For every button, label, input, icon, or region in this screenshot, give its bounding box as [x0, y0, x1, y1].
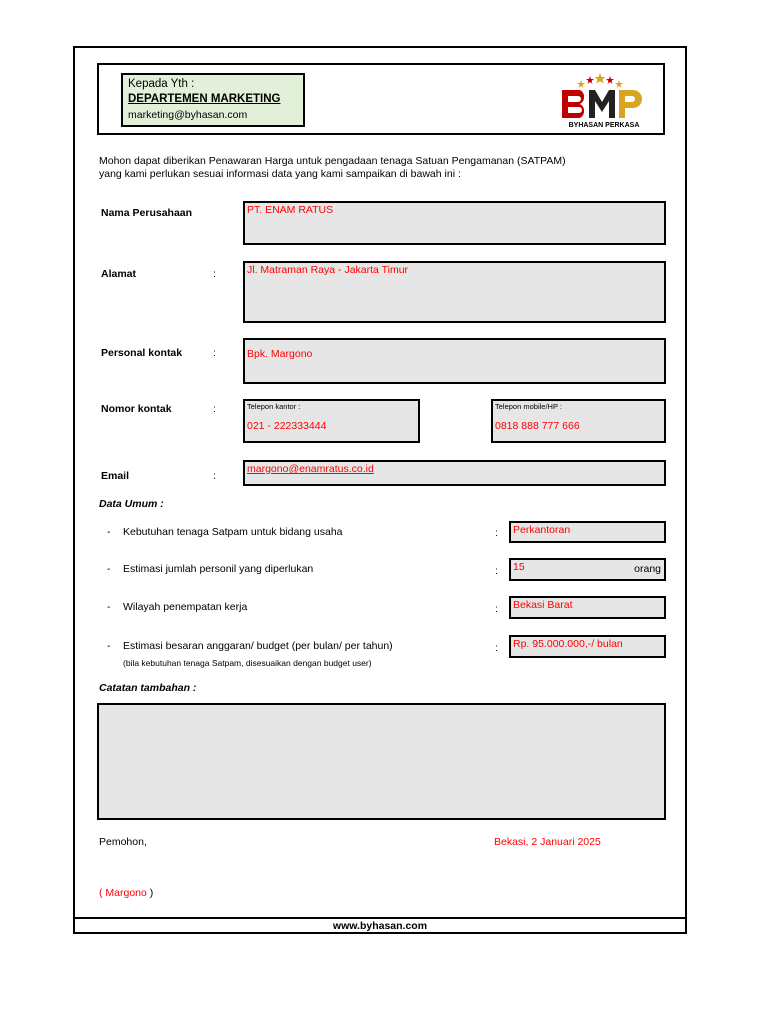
- general-item-4-note: (bila kebutuhan tenaga Satpam, disesuaikan dengan budget user): [123, 658, 372, 668]
- address-colon: :: [213, 268, 216, 280]
- address-label: Alamat: [101, 268, 137, 280]
- mobile-phone-label: Telepon mobile/HP :: [495, 402, 562, 411]
- company-logo: [557, 70, 647, 132]
- contact-person-colon: :: [213, 347, 216, 359]
- contact-number-colon: :: [213, 403, 216, 415]
- general-data-title: Data Umum :: [99, 498, 164, 510]
- signature-open-paren: (: [99, 887, 106, 899]
- general-item-1-label: Kebutuhan tenaga Satpam untuk bidang usaha: [123, 526, 343, 538]
- general-item-1-colon: :: [495, 527, 498, 539]
- general-item-3-colon: :: [495, 603, 498, 615]
- office-phone-field[interactable]: [243, 399, 420, 443]
- contact-number-label: Nomor kontak: [101, 403, 172, 415]
- company-name-value: PT. ENAM RATUS: [247, 204, 334, 216]
- contact-person-field[interactable]: [243, 338, 666, 384]
- personnel-count-input[interactable]: [509, 558, 666, 581]
- general-item-2-label: Estimasi jumlah personil yang diperlukan: [123, 563, 314, 575]
- footer-divider: [73, 917, 687, 919]
- work-area-input[interactable]: [509, 596, 666, 619]
- recipient-email: marketing@byhasan.com: [128, 109, 248, 121]
- recipient-to-line: Kepada Yth :: [128, 78, 195, 90]
- notes-title: Catatan tambahan :: [99, 682, 197, 694]
- signature-close-paren: ): [146, 887, 154, 899]
- email-value[interactable]: margono@enamratus.co.id: [247, 463, 374, 475]
- general-item-4-dash: -: [107, 640, 111, 652]
- recipient-box: [121, 73, 305, 127]
- company-name-label: Nama Perusahaan: [101, 207, 193, 219]
- general-item-3-dash: -: [107, 601, 111, 613]
- office-phone-label: Telepon kantor :: [247, 402, 301, 411]
- personnel-unit: orang: [634, 563, 661, 575]
- signature-name-line: [99, 887, 153, 900]
- general-item-1-dash: -: [107, 526, 111, 538]
- address-field[interactable]: [243, 261, 666, 323]
- address-value: Jl. Matraman Raya - Jakarta Timur: [247, 264, 409, 276]
- contact-person-value: Bpk. Margono: [247, 348, 313, 360]
- mobile-phone-field[interactable]: [491, 399, 666, 443]
- general-item-4-colon: :: [495, 642, 498, 654]
- intro-line-2: yang kami perlukan sesuai informasi data yang kami sampaikan di bawah ini :: [99, 168, 461, 180]
- business-field-input[interactable]: [509, 521, 666, 543]
- footer-website[interactable]: www.byhasan.com: [332, 920, 428, 932]
- recipient-department: DEPARTEMEN MARKETING: [128, 93, 281, 105]
- logo-letters: [562, 90, 642, 118]
- intro-line-1: Mohon dapat diberikan Penawaran Harga untuk pengadaan tenaga Satuan Pengamanan (SATPAM): [99, 155, 566, 167]
- company-name-field[interactable]: [243, 201, 666, 245]
- budget-value: Rp. 95.000.000,-/ bulan: [513, 638, 623, 650]
- logo-caption: BYHASAN PERKASA: [568, 122, 640, 129]
- email-colon: :: [213, 470, 216, 482]
- applicant-label: Pemohon,: [99, 836, 147, 848]
- general-item-2-dash: -: [107, 563, 111, 575]
- place-date: Bekasi, 2 Januari 2025: [494, 836, 601, 848]
- personnel-count-value: 15: [513, 561, 525, 573]
- logo-stars: [577, 73, 623, 88]
- business-field-value: Perkantoran: [513, 524, 571, 536]
- email-field[interactable]: [243, 460, 666, 486]
- notes-textarea[interactable]: [97, 703, 666, 820]
- mobile-phone-value: 0818 888 777 666: [495, 420, 580, 432]
- budget-input[interactable]: [509, 635, 666, 658]
- email-label: Email: [101, 470, 130, 482]
- signature-name: Margono: [105, 887, 147, 899]
- general-item-2-colon: :: [495, 565, 498, 577]
- general-item-4-label: Estimasi besaran anggaran/ budget (per bulan/ per tahun): [123, 640, 393, 652]
- work-area-value: Bekasi Barat: [513, 599, 573, 611]
- general-item-3-label: Wilayah penempatan kerja: [123, 601, 248, 613]
- contact-person-label: Personal kontak: [101, 347, 183, 359]
- office-phone-value: 021 - 222333444: [247, 420, 327, 432]
